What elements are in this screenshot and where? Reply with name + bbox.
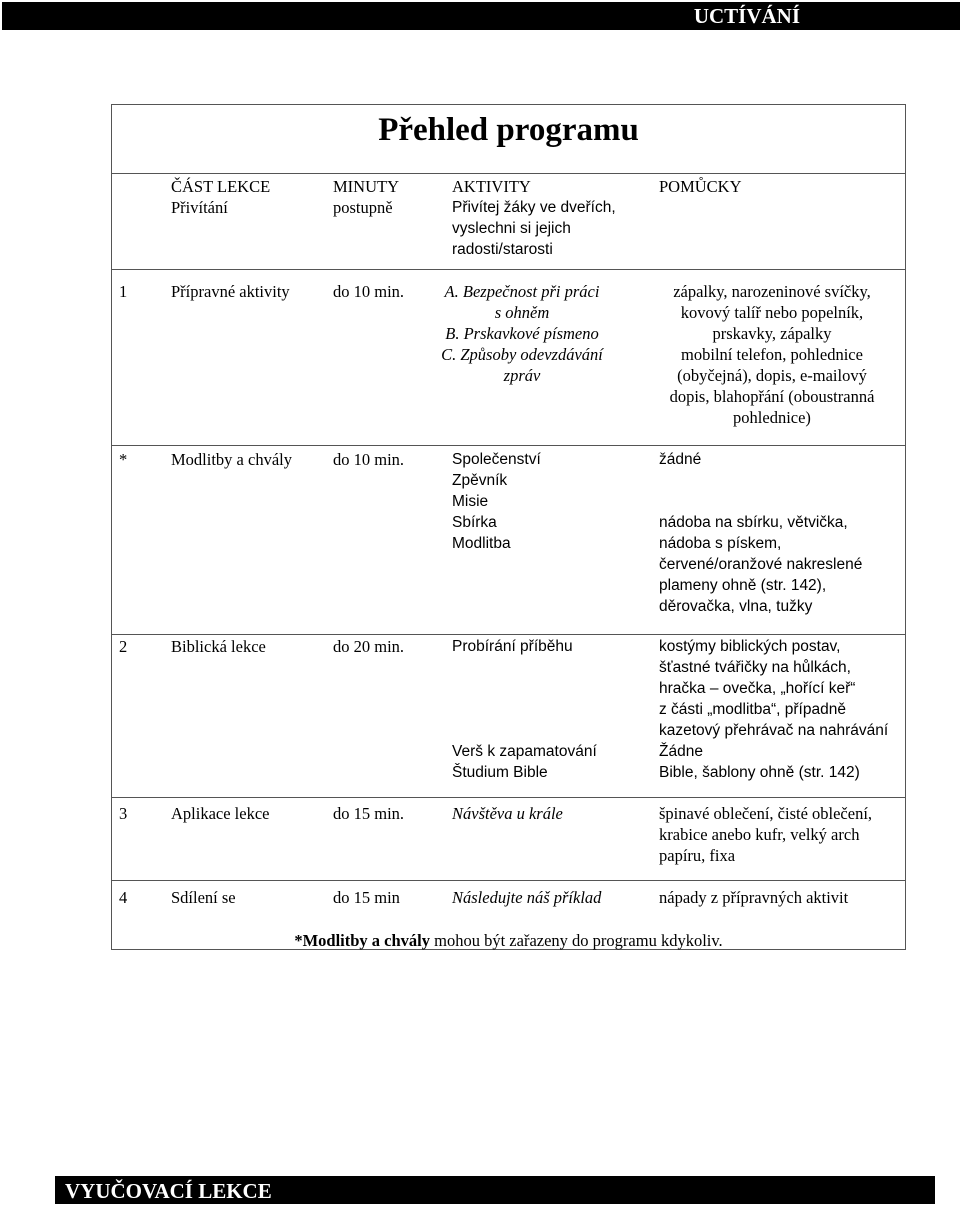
row1-activity-line: s ohněm <box>494 303 550 322</box>
row4-part: Sdílení se <box>171 888 236 907</box>
column-header-minutes: MINUTY <box>333 177 399 196</box>
row-divider <box>112 445 905 446</box>
section-footer-bar <box>55 1176 935 1204</box>
prayer-materials-line: děrovačka, vlna, tužky <box>659 598 813 615</box>
row1-minutes: do 10 min. <box>333 282 405 301</box>
footnote-text: mohou být zařazeny do programu kdykoliv. <box>430 931 723 950</box>
welcome-activity-line: Přivítej žáky ve dveřích, <box>452 199 616 216</box>
row2-bible-study: Študium Bible <box>452 764 548 781</box>
row3-number: 3 <box>119 804 128 823</box>
column-header-activities: AKTIVITY <box>452 177 531 196</box>
welcome-activity-line: radosti/starosti <box>452 241 553 258</box>
section-footer-label: VYUČOVACÍ LEKCE <box>65 1179 272 1203</box>
row2-memory-verse-materials: Žádne <box>659 743 703 760</box>
footnote-bold: *Modlitby a chvály <box>294 931 431 950</box>
row3-materials-line: špinavé oblečení, čisté oblečení, <box>659 804 873 823</box>
row3-activity: Návštěva u krále <box>452 804 563 823</box>
row3-materials-line: papíru, fixa <box>659 846 736 865</box>
column-header-part: ČÁST LEKCE <box>171 177 271 196</box>
row1-materials-line: mobilní telefon, pohlednice <box>681 345 863 364</box>
row1-part: Přípravné aktivity <box>171 282 290 301</box>
row2-materials-line: šťastné tvářičky na hůlkách, <box>659 659 851 676</box>
row1-activity-line: B. Prskavkové písmeno <box>445 324 599 343</box>
prayer-activity-line: Misie <box>452 493 489 510</box>
row2-part: Biblická lekce <box>171 637 266 656</box>
prayer-minutes: do 10 min. <box>333 450 405 469</box>
row-divider <box>112 634 905 635</box>
prayer-activity-line: Zpěvník <box>452 472 508 489</box>
row2-number: 2 <box>119 637 128 656</box>
row1-materials-line: (obyčejná), dopis, e-mailový <box>677 366 867 385</box>
row1-materials-line: prskavky, zápalky <box>712 324 832 343</box>
section-header-label: UCTÍVÁNÍ <box>693 4 800 28</box>
row2-activity: Probírání příběhu <box>452 638 573 655</box>
row2-bible-study-materials: Bible, šablony ohně (str. 142) <box>659 764 860 781</box>
row1-materials-line: dopis, blahopřání (oboustranná <box>669 387 875 406</box>
welcome-activity-line: vyslechni si jejich <box>452 220 571 237</box>
row3-materials-line: krabice anebo kufr, velký arch <box>659 825 860 844</box>
row2-minutes: do 20 min. <box>333 637 405 656</box>
row1-activity-line: C. Způsoby odevzdávání <box>441 345 603 364</box>
row1-activity-line: A. Bezpečnost při práci <box>444 282 600 301</box>
footnote <box>112 930 905 951</box>
row4-minutes: do 15 min <box>333 888 400 907</box>
row2-materials-line: kazetový přehrávač na nahrávání <box>659 722 889 739</box>
prayer-materials-none: žádné <box>659 451 702 468</box>
prayer-part: Modlitby a chvály <box>171 450 292 469</box>
welcome-part: Přivítání <box>171 198 228 217</box>
column-header-materials: POMŮCKY <box>659 177 742 196</box>
prayer-activity-line: Sbírka <box>452 514 497 531</box>
welcome-minutes: postupně <box>333 198 393 217</box>
row3-part: Aplikace lekce <box>171 804 270 823</box>
row-divider <box>112 269 905 270</box>
section-header-bar <box>2 2 960 30</box>
row-divider <box>112 880 905 881</box>
row1-materials-line: zápalky, narozeninové svíčky, <box>673 282 871 301</box>
row2-materials-line: kostýmy biblických postav, <box>659 638 841 655</box>
prayer-activity-line: Společenství <box>452 451 541 468</box>
row4-number: 4 <box>119 888 128 907</box>
prayer-materials-line: nádoba s pískem, <box>659 535 782 552</box>
prayer-materials-line: nádoba na sbírku, větvička, <box>659 514 848 531</box>
page-title: Přehled programu <box>378 112 639 148</box>
row2-materials-line: hračka – ovečka, „hořící keř“ <box>659 680 856 697</box>
title-row <box>112 105 905 174</box>
prayer-materials-line: plameny ohně (str. 142), <box>659 577 827 594</box>
prayer-row-marker: * <box>119 450 128 469</box>
row4-activity: Následujte náš příklad <box>452 888 602 907</box>
row4-materials: nápady z přípravných aktivit <box>659 888 849 907</box>
prayer-materials-line: červené/oranžové nakreslené <box>659 556 863 573</box>
program-overview-table <box>111 104 906 950</box>
row1-materials-line: kovový talíř nebo popelník, <box>680 303 864 322</box>
row2-memory-verse: Verš k zapamatování <box>452 743 597 760</box>
row-divider <box>112 797 905 798</box>
row2-materials-line: z části „modlitba“, případně <box>659 701 846 718</box>
prayer-activity-line: Modlitba <box>452 535 511 552</box>
row1-materials-line: pohlednice) <box>733 408 811 427</box>
row3-minutes: do 15 min. <box>333 804 405 823</box>
row1-number: 1 <box>119 282 128 301</box>
row1-activity-line: zpráv <box>503 366 541 385</box>
